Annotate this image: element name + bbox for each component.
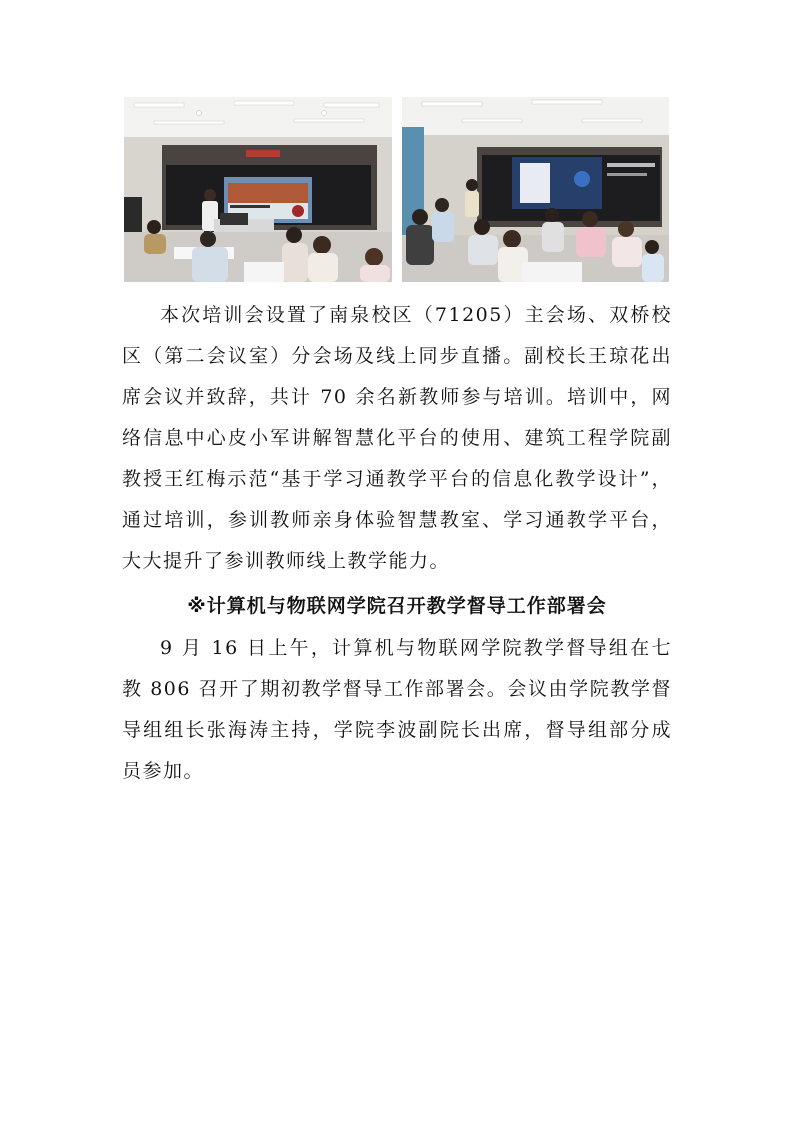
photo-illustration bbox=[124, 97, 392, 282]
article-paragraph: 本次培训会设置了南泉校区（71205）主会场、双桥校区（第二会议室）分会场及线上同步直播。副校长王琼花出席会议并致辞，共计 70 余名新教师参与培训。培训中，网络信息中心皮小军讲解智慧化平台的使用、建筑工程学院副教授王红梅示范“基于学习通教学平台的信息化教学设计”，通过培训，参训教师亲身体验智慧教室、学习通教学平台，大大提升了参训教师线上教学能力。 bbox=[122, 304, 672, 572]
photo-illustration bbox=[402, 97, 669, 282]
photo-training-branch-venue bbox=[402, 97, 669, 282]
news-heading: ※计算机与物联网学院召开教学督导工作部署会 bbox=[187, 595, 607, 617]
news-body bbox=[122, 628, 672, 792]
news-paragraph: 9 月 16 日上午，计算机与物联网学院教学督导组在七教 806 召开了期初教学督导工作部署会。会议由学院教学督导组组长张海涛主持，学院李波副院长出席，督导组部分成员参加。 bbox=[122, 637, 672, 782]
photo-training-main-venue bbox=[124, 97, 392, 282]
article-body bbox=[122, 295, 672, 582]
